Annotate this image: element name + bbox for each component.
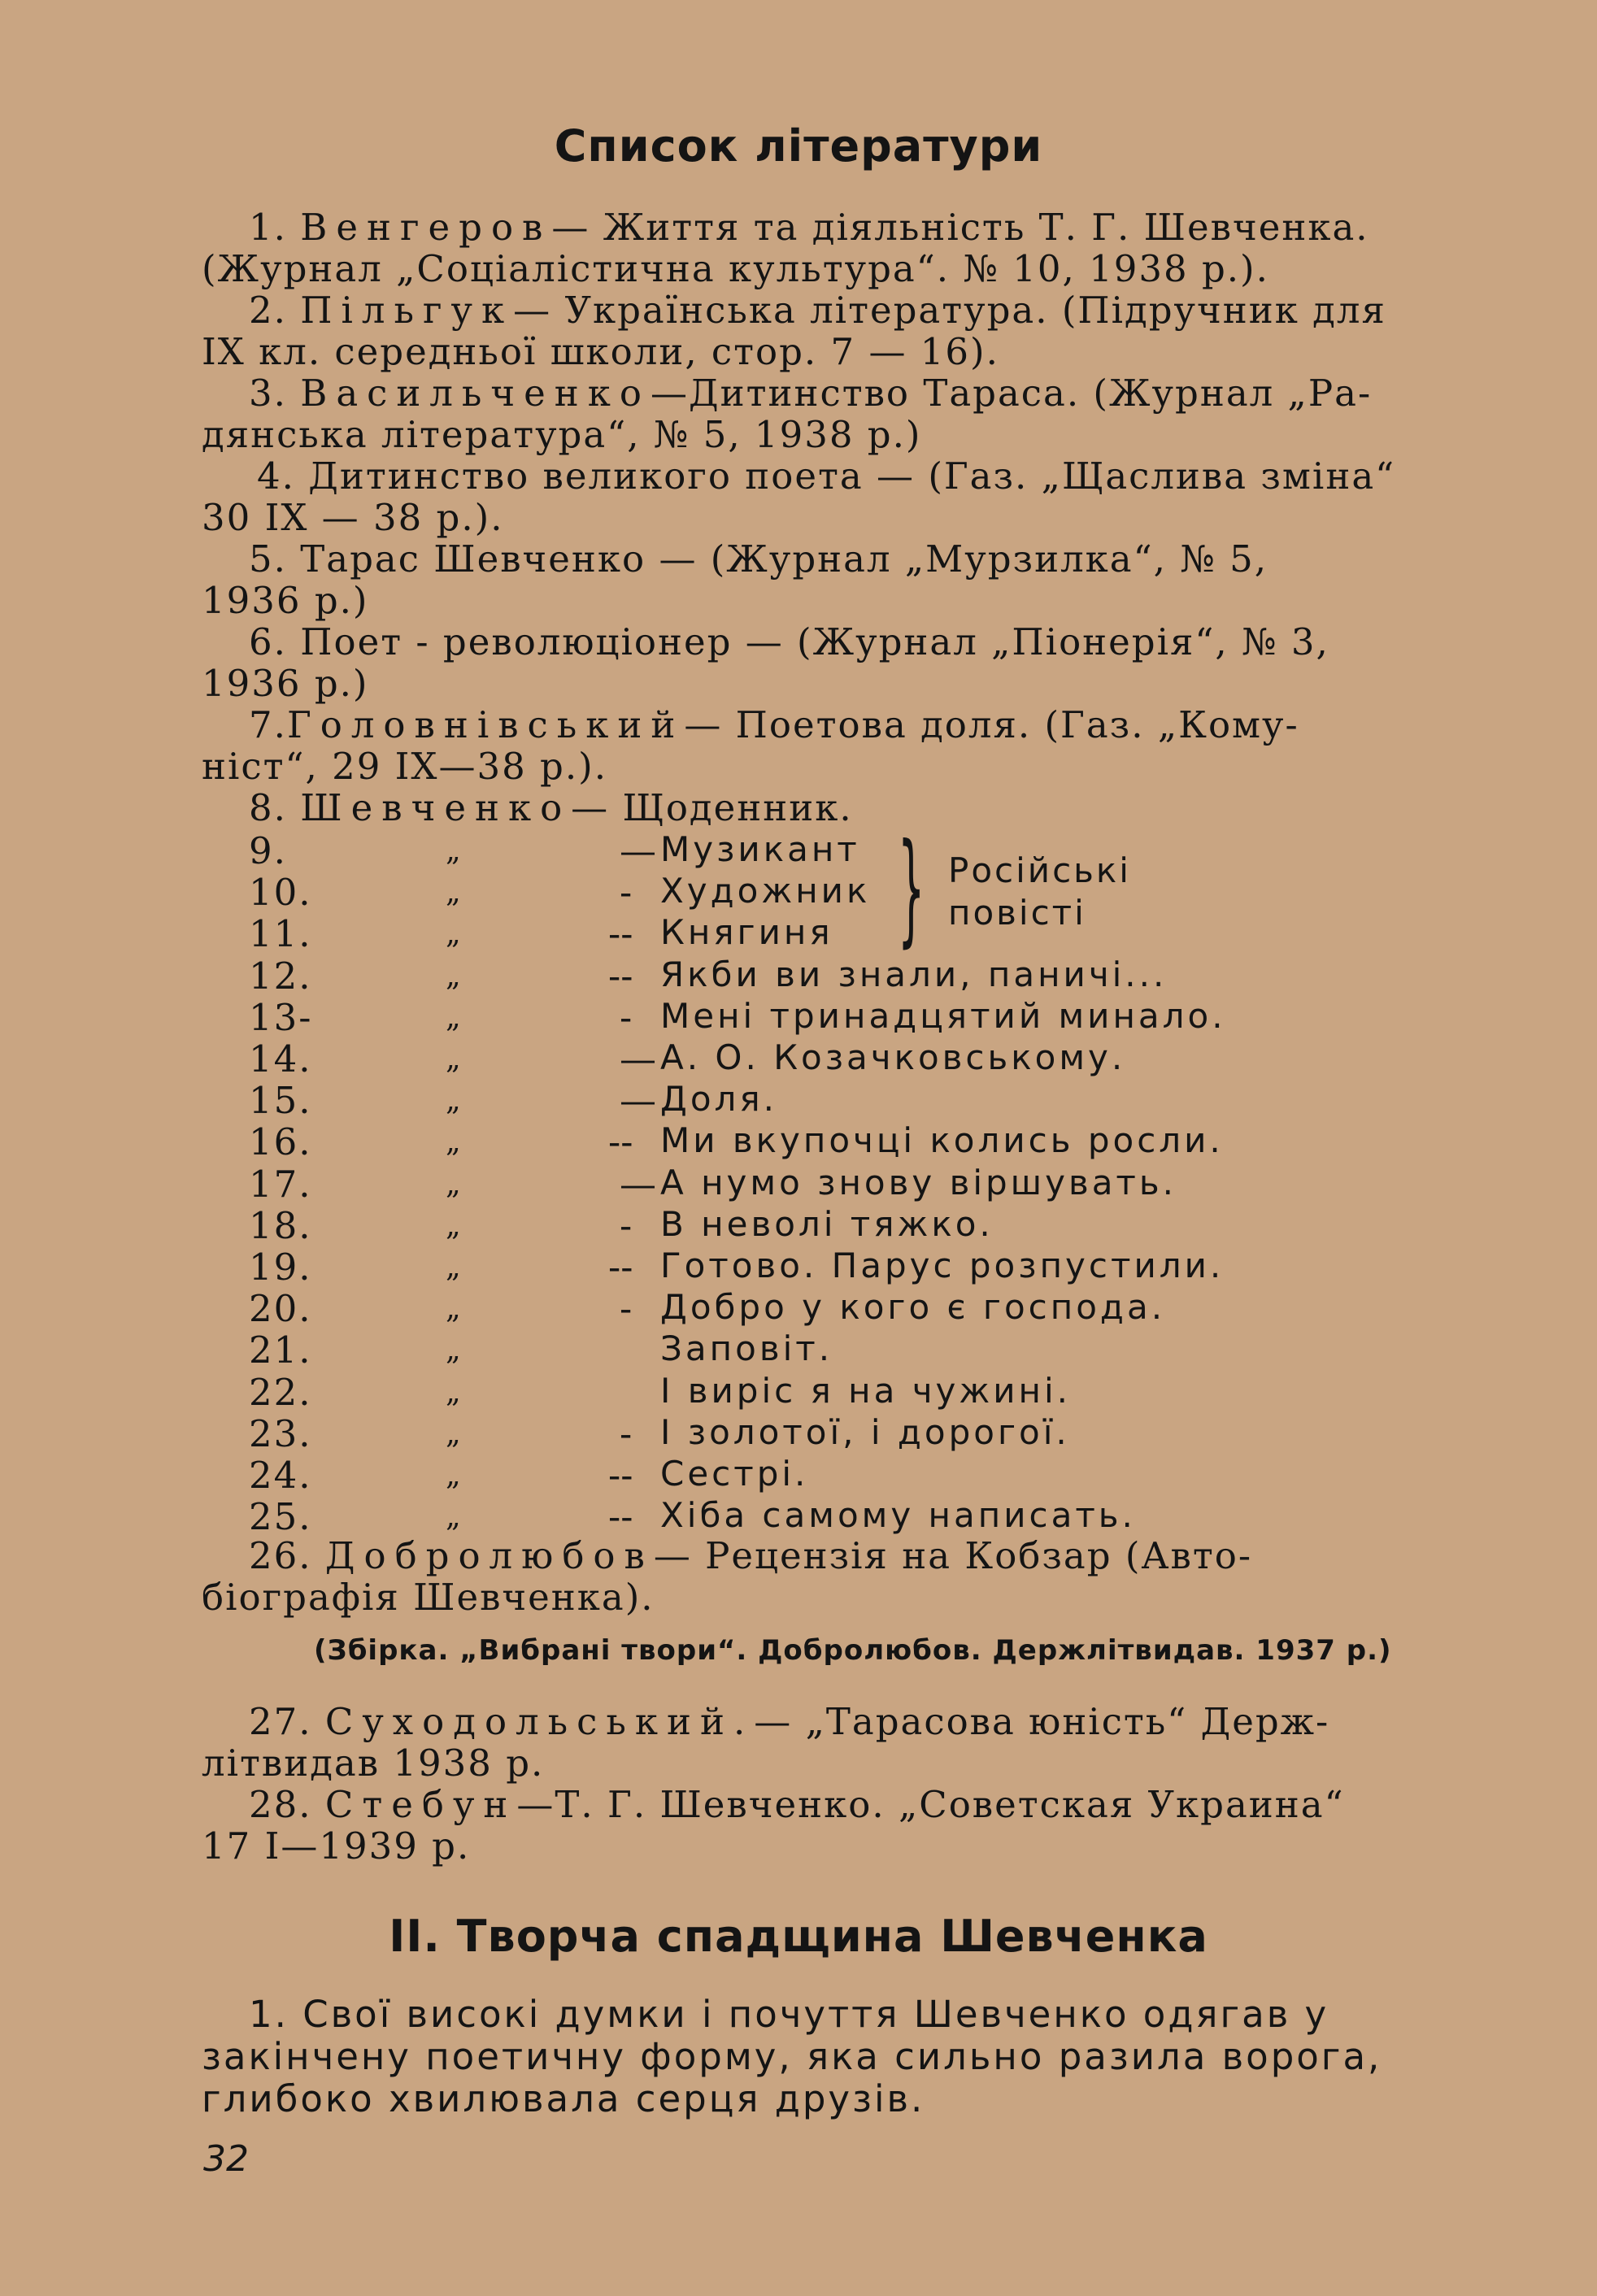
ref-4-line-2: 30 IX — 38 р.). (202, 496, 504, 539)
ref-28-line-1: 28. Стебун—Т. Г. Шевченко. „Советская Украина“ (249, 1783, 1345, 1826)
item-dash: — (620, 1037, 656, 1081)
paragraph-line: 1. Свої високі думки і почуття Шевченко одягав у (249, 1993, 1329, 2036)
item-number: 18. (249, 1204, 312, 1247)
ditto-mark: „ (446, 1417, 461, 1450)
item-number: 14. (249, 1037, 312, 1081)
item-number: 15. (249, 1079, 312, 1122)
item-dash: -- (608, 1120, 633, 1163)
ref-27-line-1: 27. Суходольський.— „Тарасова юність“ Держ- (249, 1700, 1330, 1743)
author-name: Пільгук (300, 289, 514, 332)
item-dash: -- (608, 1495, 633, 1538)
item-number: 23. (249, 1412, 312, 1455)
item-number: 10. (249, 871, 312, 914)
ref-6-line-1: 6. Поет - революціонер — (Журнал „Піонерія“, № 3, (249, 620, 1329, 663)
ref-3-line-1: 3. Васильченко—Дитинство Тараса. (Журнал „Ра- (249, 372, 1373, 415)
ref-7-line-2: ніст“, 29 IX—38 р.). (202, 745, 608, 788)
item-dash: -- (608, 912, 633, 955)
ref-26-line-2: біографія Шевченка). (202, 1576, 655, 1619)
author-name: Васильченко (300, 372, 651, 415)
ditto-mark: „ (446, 1001, 461, 1034)
ditto-mark: „ (446, 1292, 461, 1325)
work-title: Якби ви знали, паничі... (660, 954, 1168, 994)
item-number: 16. (249, 1120, 312, 1163)
ditto-mark: „ (446, 1209, 461, 1242)
ditto-mark: „ (446, 1376, 461, 1409)
item-number: 13- (249, 996, 313, 1039)
brace: } (898, 818, 925, 959)
ditto-mark: „ (446, 1042, 461, 1076)
item-number: 17. (249, 1163, 312, 1206)
ref-28-line-2: 17 I—1939 р. (202, 1824, 471, 1868)
author-name: Головнівський (286, 703, 685, 746)
work-title: Ми вкупочці колись росли. (660, 1120, 1224, 1160)
item-number: 22. (249, 1371, 312, 1414)
ref-8-line-1: 8. Шевченко— Щоденник. (249, 786, 853, 829)
ditto-mark: „ (446, 1333, 461, 1367)
work-title: Мені тринадцятий минало. (660, 996, 1226, 1036)
item-dash: — (620, 829, 656, 872)
item-number: 25. (249, 1495, 312, 1538)
work-title: Готово. Парус розпустили. (660, 1246, 1225, 1285)
item-dash: - (620, 996, 633, 1039)
ref-26-note: (Збірка. „Вибрані твори“. Добролюбов. Держлітвидав. 1937 р.) (314, 1634, 1392, 1667)
item-dash: -- (608, 1454, 633, 1497)
item-number: 9. (249, 829, 287, 872)
item-number: 19. (249, 1246, 312, 1289)
author-name: Шевченко (300, 786, 572, 829)
work-title: Добро у кого є господа. (660, 1287, 1166, 1327)
ditto-mark: „ (446, 1500, 461, 1533)
section-title: II. Творча спадщина Шевченка (389, 1911, 1208, 1962)
ditto-mark: „ (446, 834, 461, 868)
author-name: Венгеров (300, 206, 552, 249)
work-title: І виріс я на чужині. (660, 1371, 1072, 1411)
item-dash: - (620, 1204, 633, 1247)
ditto-mark: „ (446, 1125, 461, 1159)
paragraph-line: глибоко хвилювала серця друзів. (202, 2077, 925, 2120)
item-dash: — (620, 1079, 656, 1122)
ref-1-line-2: (Журнал „Соціалістична культура“. № 10, 1938 р.). (202, 247, 1269, 290)
work-title: Художник (660, 871, 871, 911)
ref-5-line-2: 1936 р.) (202, 579, 369, 622)
item-dash: -- (608, 1246, 633, 1289)
item-number: 11. (249, 912, 312, 955)
item-number: 24. (249, 1454, 312, 1497)
author-name: Суходольський. (324, 1700, 755, 1743)
work-title: Хіба самому написать. (660, 1495, 1136, 1535)
ditto-mark: „ (446, 1250, 461, 1284)
work-title: Заповіт. (660, 1328, 833, 1368)
item-dash: — (620, 1163, 656, 1206)
item-dash: - (620, 1287, 633, 1330)
ditto-mark: „ (446, 959, 461, 993)
brace-label: повісті (948, 893, 1086, 933)
work-title: І золотої, і дорогої. (660, 1412, 1070, 1452)
ref-27-line-2: літвидав 1938 р. (202, 1742, 545, 1785)
work-title: Княгиня (660, 912, 833, 952)
brace-label: Російські (948, 850, 1131, 890)
work-title: А. О. Козачковському. (660, 1037, 1126, 1077)
ditto-mark: „ (446, 1084, 461, 1117)
ref-26-line-1: 26. Добролюбов— Рецензія на Кобзар (Авто- (249, 1534, 1253, 1577)
ditto-mark: „ (446, 1459, 461, 1492)
ref-7-line-1: 7.Головнівський— Поетова доля. (Газ. „Кому- (249, 703, 1299, 746)
ditto-mark: „ (446, 876, 461, 909)
work-title: Сестрі. (660, 1454, 809, 1494)
work-title: Музикант (660, 829, 860, 869)
ref-3-line-2: дянська література“, № 5, 1938 р.) (202, 413, 922, 456)
ditto-mark: „ (446, 917, 461, 950)
item-number: 21. (249, 1328, 312, 1372)
page-number: 32 (203, 2138, 249, 2180)
ref-6-line-2: 1936 р.) (202, 662, 369, 705)
item-dash: - (620, 871, 633, 914)
ref-2-line-2: IX кл. середньої школи, стор. 7 — 16). (202, 330, 999, 373)
ref-5-line-1: 5. Тарас Шевченко — (Журнал „Мурзилка“, № 5, (249, 537, 1268, 581)
paragraph-line: закінчену поетичну форму, яка сильно разила ворога, (202, 2035, 1382, 2078)
ref-1-line-1: 1. Венгеров— Життя та діяльність Т. Г. Шевченка. (249, 206, 1369, 249)
section-title: Список літератури (554, 120, 1043, 172)
work-title: В неволі тяжко. (660, 1204, 994, 1244)
author-name: Стебун (324, 1783, 517, 1826)
work-title: А нумо знову віршувать. (660, 1163, 1177, 1202)
item-dash: -- (608, 954, 633, 998)
work-title: Доля. (660, 1079, 777, 1119)
author-name: Добролюбов (324, 1534, 654, 1577)
item-number: 20. (249, 1287, 312, 1330)
item-dash: - (620, 1412, 633, 1455)
item-number: 12. (249, 954, 312, 998)
ref-2-line-1: 2. Пільгук— Українська література. (Підручник для (249, 289, 1386, 332)
ref-4-line-1: 4. Дитинство великого поета — (Газ. „Щаслива зміна“ (257, 454, 1396, 498)
ditto-mark: „ (446, 1168, 461, 1201)
